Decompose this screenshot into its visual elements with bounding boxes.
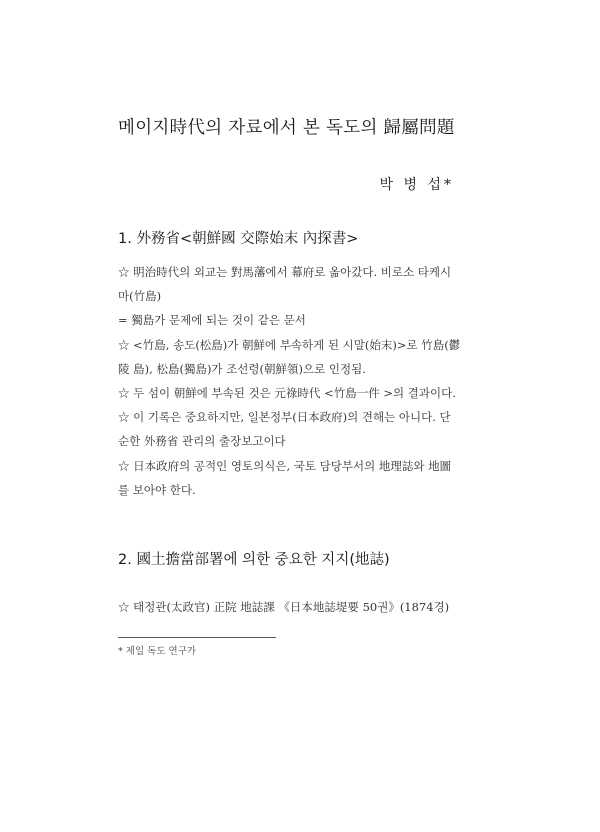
section-heading-2: 2. 國土擔當部署에 의한 중요한 지지(地誌) [118,552,390,568]
footnote-divider [118,637,276,638]
text-line: 陵 島), 松島(獨島)가 조선령(朝鮮領)으로 인정됨. [118,361,366,376]
text-line: ☆ 태정관(太政官) 正院 地誌課 《日本地誌堤要 50권》(1874경) [118,600,450,614]
text-line: ☆ 日本政府의 공적인 영토의식은, 국토 담당부서의 地理誌와 地圖 [118,458,452,473]
section-2-body [118,595,478,619]
section-1-body [118,260,478,502]
text-line: ☆ <竹島, 송도(松島)가 朝鮮에 부속하게 된 시말(始末)>로 竹島(鬱 [118,337,461,352]
text-line: = 獨島가 문제에 되는 것이 같은 문서 [118,313,306,328]
text-line: 순한 外務省 관리의 출장보고이다 [118,434,286,449]
footnote: * 제일 독도 연구가 [118,646,197,657]
text-line: 마(竹島) [118,289,162,304]
text-line: 를 보아야 한다. [118,482,196,497]
text-line: ☆ 두 섬이 朝鮮에 부속된 것은 元祿時代 <竹島一件 >의 결과이다. [118,385,456,400]
section-heading-1: 1. 外務省<朝鮮國 交際始末 內探書> [118,231,359,247]
text-line: ☆ 이 기록은 중요하지만, 일본정부(日本政府)의 견해는 아니다. 단 [118,410,451,425]
text-line: ☆ 明治時代의 외교는 對馬藩에서 幕府로 옮아갔다. 비로소 타케시 [118,265,452,279]
document-title: 메이지時代의 자료에서 본 독도의 歸屬問題 [118,118,455,138]
author-name: 박 병 섭* [379,177,454,193]
